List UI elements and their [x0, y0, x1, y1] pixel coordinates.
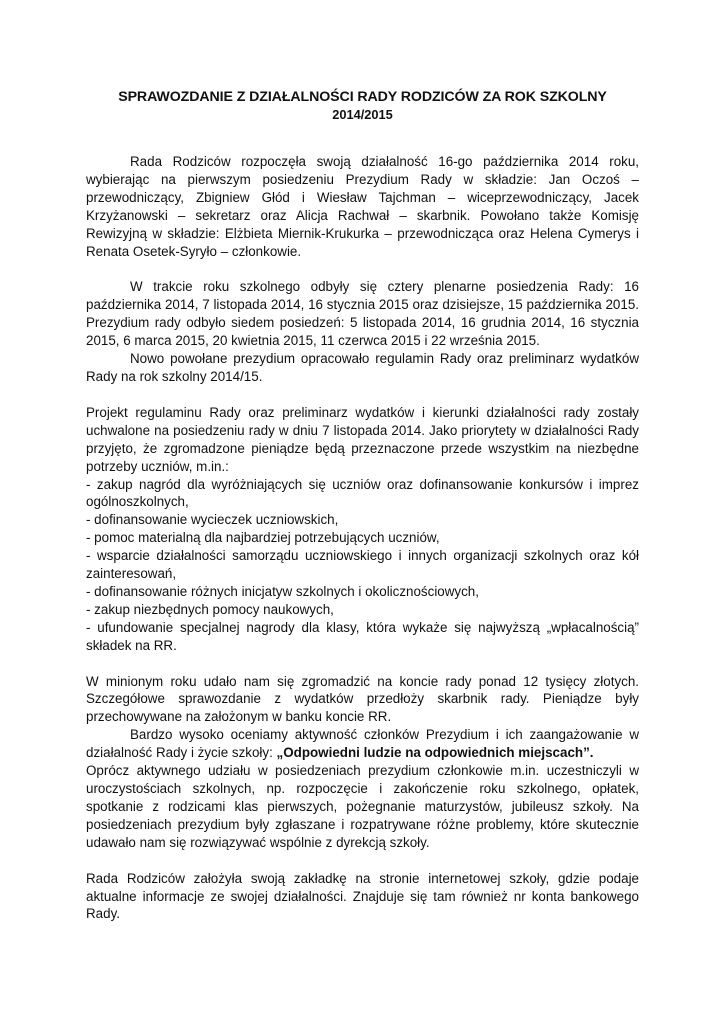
document-school-year: 2014/2015 — [332, 107, 393, 122]
list-item: - dofinansowanie różnych inicjatyw szkolnych i okolicznościowych, — [86, 583, 479, 599]
evaluation-text: Bardzo wysoko oceniamy aktywność członków Prezydium i ich zaangażowanie w działalność Rady i życie szkoły: — [86, 727, 639, 761]
paragraph-funds: W minionym roku udało nam się zgromadzić na koncie rady ponad 12 tysięcy złotych. Szczegółowe sprawozdanie z wydatków przedłoży skarbnik rady. Pieniądze były przechowywane na założonym w banku koncie RR. — [86, 673, 639, 725]
paragraph-meetings: W trakcie roku szkolnego odbyły się cztery plenarne posiedzenia Rady: 16 października 2014, 7 listopada 2014, 16 stycznia 2015 oraz dzisiejsze, 15 października 2015. Prezydium rady odbyło siedem posiedzeń: 5 listopada 2014, 16 grudnia 2014, 16 stycznia 2015, 6 marca 2015, 20 kwietnia 2015, 11 czerwca 2015 i 22 września 2015. — [86, 279, 639, 349]
priorities-list — [86, 476, 639, 655]
paragraph-regulations: Nowo powołane prezydium opracowało regulamin Rady oraz preliminarz wydatków Rady na rok szkolny 2014/15. — [86, 351, 639, 384]
paragraph-council-composition: Rada Rodziców rozpoczęła swoją działalność 16-go października 2014 roku, wybierając na pierwszym posiedzeniu Prezydium Rady w składzie: Jan Oczoś – przewodniczący, Zbigniew Głód i Wiesław Tajchman – wiceprzewodniczący, Jacek Krzyżanowski – sekretarz oraz Alicja Rachwał – skarbnik. Powołano także Komisję Rewizyjną w składzie: Elżbieta Miernik-Krukurka – przewodnicząca oraz Helena Cymerys i Renata Osetek-Syryło – członkowie. — [86, 154, 639, 259]
paragraph-evaluation — [86, 726, 639, 762]
list-item: - zakup niezbędnych pomocy naukowych, — [86, 601, 334, 617]
paragraph-activities: Oprócz aktywnego udziału w posiedzeniach prezydium członkowie m.in. uczestniczyli w uroczystościach szkolnych, np. rozpoczęcie i zakończenie roku szkolnego, opłatek, spotkanie z rodzicami klas pierwszych, pożegnanie maturzystów, jubileusz szkoły. Na posiedzeniach prezydium były zgłaszane i rozpatrywane różne problemy, które skutecznie udawało nam się rozwiązywać wspólnie z dyrekcją szkoły. — [86, 763, 639, 850]
list-item: - wsparcie działalności samorządu uczniowskiego i innych organizacji szkolnych oraz kół zainteresowań, — [86, 548, 639, 582]
list-item: - dofinansowanie wycieczek uczniowskich, — [86, 512, 339, 528]
list-item: - pomoc materialną dla najbardziej potrzebujących uczniów, — [86, 530, 440, 546]
list-item: - zakup nagród dla wyróżniających się uczniów oraz dofinansowanie konkursów i imprez ogólnoszkolnych, — [86, 476, 639, 510]
evaluation-quote: „Odpowiedni ludzie na odpowiednich miejscach”. — [276, 745, 594, 761]
document-title: SPRAWOZDANIE Z DZIAŁALNOŚCI RADY RODZICÓW ZA ROK SZKOLNY — [118, 89, 607, 105]
paragraph-website: Rada Rodziców założyła swoją zakładkę na stronie internetowej szkoły, gdzie podaje aktualne informacje ze swojej działalności. Znajduje się tam również nr konta bankowego Rady. — [86, 870, 639, 922]
document-page — [86, 88, 639, 923]
list-item: - ufundowanie specjalnej nagrody dla klasy, która wykaże się najwyższą „wpłacalnością” składek na RR. — [86, 619, 639, 653]
paragraph-priorities-intro: Projekt regulaminu Rady oraz preliminarz wydatków i kierunki działalności rady zostały uchwalone na posiedzeniu rady w dniu 7 listopada 2014. Jako priorytety w działalności Rady przyjęto, że zgromadzone pieniądze będą przeznaczone przede wszystkim na niezbędne potrzeby uczniów, m.in.: — [86, 404, 639, 474]
